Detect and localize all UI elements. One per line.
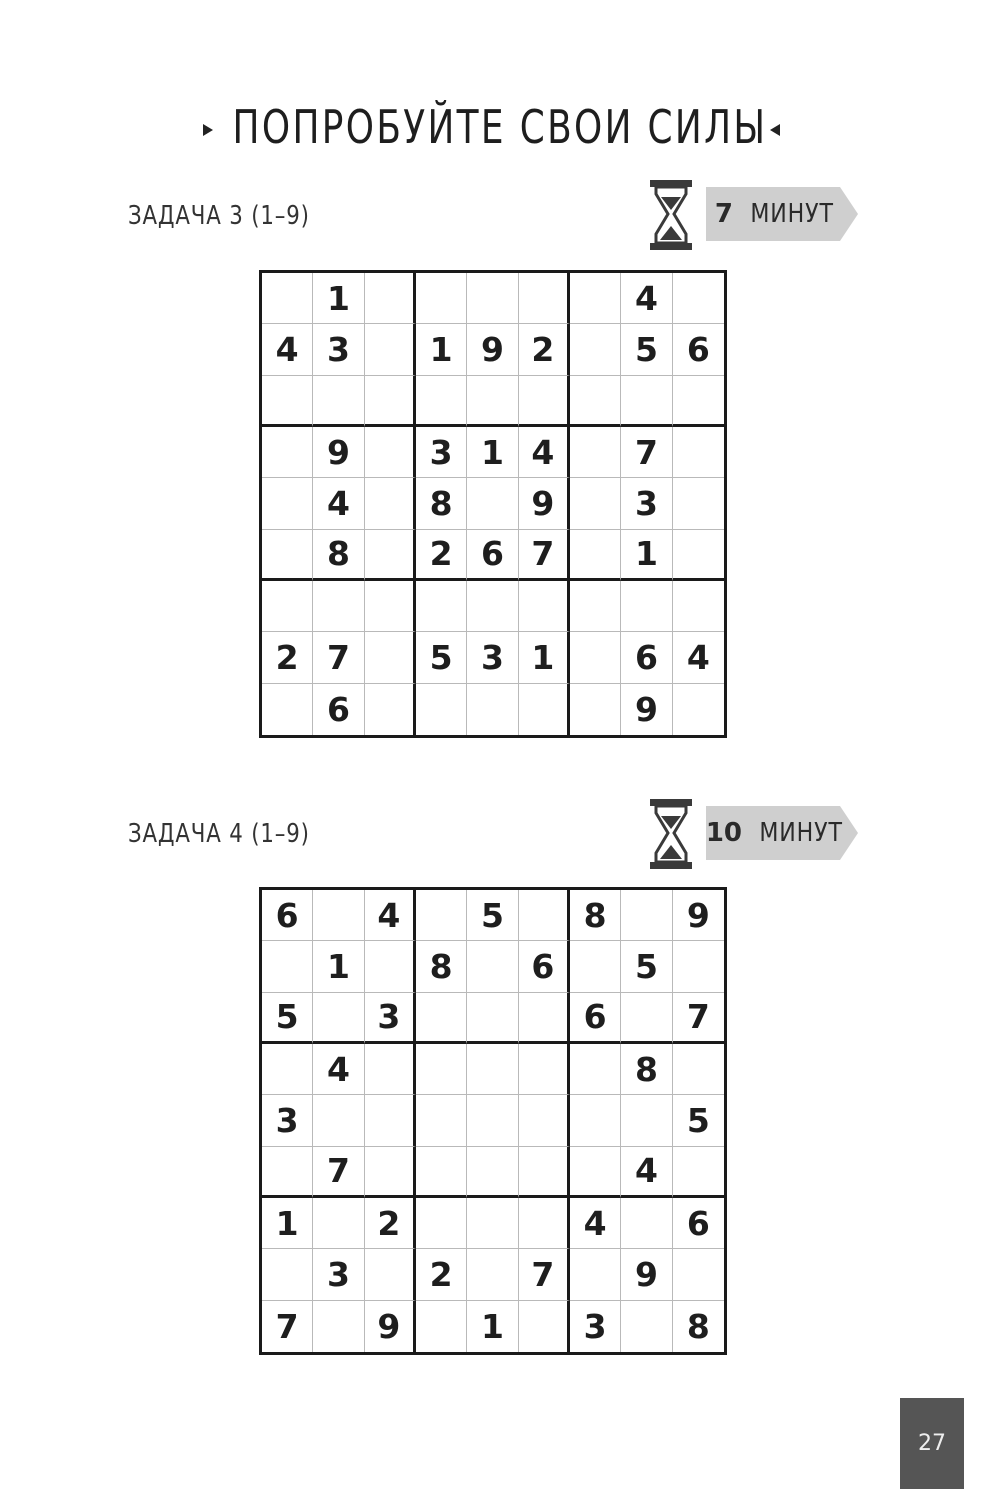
sudoku-cell[interactable]: 5 <box>416 632 467 683</box>
sudoku-cell[interactable]: 4 <box>570 1198 621 1249</box>
sudoku-cell[interactable]: 8 <box>621 1044 672 1095</box>
sudoku-cell[interactable] <box>519 890 570 941</box>
sudoku-cell[interactable]: 5 <box>621 941 672 992</box>
sudoku-cell[interactable] <box>467 1249 518 1300</box>
sudoku-cell[interactable]: 6 <box>262 890 313 941</box>
sudoku-cell[interactable]: 4 <box>621 1147 672 1198</box>
sudoku-cell[interactable] <box>673 1044 724 1095</box>
sudoku-cell[interactable] <box>262 273 313 324</box>
sudoku-cell[interactable] <box>519 1301 570 1352</box>
timer-unit: МИНУТ <box>759 818 843 848</box>
sudoku-cell[interactable] <box>416 890 467 941</box>
page-number: 27 <box>900 1398 964 1489</box>
sudoku-cell[interactable] <box>673 376 724 427</box>
sudoku-cell[interactable] <box>570 1044 621 1095</box>
sudoku-cell[interactable] <box>262 376 313 427</box>
sudoku-cell[interactable] <box>570 632 621 683</box>
sudoku-cell[interactable]: 1 <box>467 427 518 478</box>
sudoku-cell[interactable] <box>621 1095 672 1146</box>
sudoku-cell[interactable]: 9 <box>365 1301 416 1352</box>
sudoku-cell[interactable] <box>365 632 416 683</box>
sudoku-cell[interactable] <box>262 1147 313 1198</box>
sudoku-cell[interactable]: 8 <box>570 890 621 941</box>
sudoku-cell[interactable] <box>416 273 467 324</box>
sudoku-cell[interactable]: 5 <box>621 324 672 375</box>
sudoku-cell[interactable] <box>262 941 313 992</box>
sudoku-cell[interactable] <box>365 1095 416 1146</box>
sudoku-cell[interactable]: 1 <box>313 941 364 992</box>
sudoku-cell[interactable] <box>467 1147 518 1198</box>
sudoku-cell[interactable] <box>313 890 364 941</box>
sudoku-cell[interactable] <box>262 530 313 581</box>
sudoku-cell[interactable] <box>673 581 724 632</box>
sudoku-cell[interactable] <box>467 478 518 529</box>
sudoku-cell[interactable] <box>570 1095 621 1146</box>
sudoku-cell[interactable] <box>519 1147 570 1198</box>
sudoku-cell[interactable] <box>621 993 672 1044</box>
sudoku-cell[interactable] <box>365 273 416 324</box>
sudoku-cell[interactable]: 7 <box>262 1301 313 1352</box>
sudoku-cell[interactable]: 7 <box>621 427 672 478</box>
sudoku-cell[interactable] <box>519 1198 570 1249</box>
sudoku-cell[interactable]: 1 <box>519 632 570 683</box>
sudoku-cell[interactable] <box>365 1147 416 1198</box>
task-label: ЗАДАЧА 3 (1–9) <box>128 201 310 231</box>
sudoku-cell[interactable] <box>416 1095 467 1146</box>
sudoku-cell[interactable]: 1 <box>262 1198 313 1249</box>
sudoku-cell[interactable] <box>570 684 621 735</box>
sudoku-cell[interactable]: 9 <box>313 427 364 478</box>
sudoku-cell[interactable] <box>365 581 416 632</box>
sudoku-cell[interactable] <box>365 324 416 375</box>
sudoku-cell[interactable] <box>519 1095 570 1146</box>
sudoku-cell[interactable] <box>262 478 313 529</box>
sudoku-cell[interactable]: 1 <box>313 273 364 324</box>
sudoku-cell[interactable] <box>416 1198 467 1249</box>
sudoku-cell[interactable]: 3 <box>416 427 467 478</box>
sudoku-cell[interactable] <box>467 941 518 992</box>
sudoku-cell[interactable] <box>621 581 672 632</box>
sudoku-cell[interactable] <box>570 273 621 324</box>
sudoku-cell[interactable]: 6 <box>621 632 672 683</box>
sudoku-cell[interactable] <box>570 1147 621 1198</box>
triangle-marker-icon <box>770 124 780 136</box>
sudoku-cell[interactable] <box>621 1198 672 1249</box>
sudoku-cell[interactable]: 6 <box>313 684 364 735</box>
sudoku-cell[interactable] <box>467 376 518 427</box>
sudoku-cell[interactable] <box>673 273 724 324</box>
sudoku-cell[interactable]: 4 <box>621 273 672 324</box>
sudoku-cell[interactable]: 9 <box>673 890 724 941</box>
sudoku-cell[interactable]: 5 <box>262 993 313 1044</box>
sudoku-cell[interactable] <box>570 427 621 478</box>
sudoku-cell[interactable]: 2 <box>365 1198 416 1249</box>
sudoku-cell[interactable]: 4 <box>365 890 416 941</box>
sudoku-cell[interactable] <box>416 376 467 427</box>
sudoku-cell[interactable] <box>519 273 570 324</box>
sudoku-cell[interactable]: 6 <box>570 993 621 1044</box>
sudoku-cell[interactable] <box>673 941 724 992</box>
sudoku-cell[interactable] <box>621 890 672 941</box>
sudoku-cell[interactable] <box>365 1044 416 1095</box>
timer-minutes: 10 <box>705 818 743 848</box>
sudoku-cell[interactable]: 6 <box>519 941 570 992</box>
sudoku-cell[interactable] <box>313 1301 364 1352</box>
sudoku-cell[interactable] <box>673 1147 724 1198</box>
sudoku-cell[interactable] <box>262 427 313 478</box>
sudoku-cell[interactable]: 3 <box>313 1249 364 1300</box>
sudoku-cell[interactable] <box>313 581 364 632</box>
sudoku-cell[interactable] <box>621 1301 672 1352</box>
sudoku-cell[interactable] <box>416 1044 467 1095</box>
sudoku-cell[interactable]: 2 <box>262 632 313 683</box>
timer-minutes: 7 <box>714 199 733 229</box>
sudoku-cell[interactable] <box>365 684 416 735</box>
sudoku-cell[interactable]: 7 <box>313 632 364 683</box>
sudoku-cell[interactable]: 4 <box>313 1044 364 1095</box>
sudoku-cell[interactable]: 1 <box>467 1301 518 1352</box>
sudoku-cell[interactable] <box>519 684 570 735</box>
sudoku-cell[interactable] <box>570 376 621 427</box>
timer-badge <box>644 795 860 875</box>
sudoku-cell[interactable]: 8 <box>416 941 467 992</box>
sudoku-cell[interactable]: 9 <box>519 478 570 529</box>
sudoku-cell[interactable]: 6 <box>673 1198 724 1249</box>
sudoku-cell[interactable] <box>621 376 672 427</box>
timer-unit: МИНУТ <box>750 199 834 229</box>
sudoku-cell[interactable] <box>262 1044 313 1095</box>
sudoku-cell[interactable]: 4 <box>673 632 724 683</box>
sudoku-cell[interactable] <box>467 581 518 632</box>
sudoku-cell[interactable] <box>673 478 724 529</box>
sudoku-cell[interactable]: 3 <box>313 324 364 375</box>
sudoku-cell[interactable] <box>365 941 416 992</box>
sudoku-cell[interactable] <box>416 581 467 632</box>
sudoku-cell[interactable] <box>673 530 724 581</box>
sudoku-cell[interactable] <box>570 941 621 992</box>
sudoku-cell[interactable]: 3 <box>262 1095 313 1146</box>
sudoku-cell[interactable] <box>519 993 570 1044</box>
sudoku-cell[interactable] <box>467 1198 518 1249</box>
sudoku-cell[interactable]: 4 <box>262 324 313 375</box>
sudoku-cell[interactable]: 5 <box>673 1095 724 1146</box>
sudoku-cell[interactable] <box>262 581 313 632</box>
sudoku-cell[interactable]: 3 <box>570 1301 621 1352</box>
sudoku-cell[interactable]: 4 <box>519 427 570 478</box>
sudoku-cell[interactable] <box>467 993 518 1044</box>
sudoku-cell[interactable] <box>313 1095 364 1146</box>
sudoku-cell[interactable]: 3 <box>467 632 518 683</box>
sudoku-cell[interactable]: 6 <box>673 324 724 375</box>
sudoku-cell[interactable]: 8 <box>416 478 467 529</box>
sudoku-cell[interactable] <box>519 581 570 632</box>
sudoku-cell[interactable] <box>673 684 724 735</box>
sudoku-cell[interactable] <box>313 1198 364 1249</box>
sudoku-cell[interactable] <box>673 1249 724 1300</box>
sudoku-cell[interactable] <box>570 530 621 581</box>
sudoku-cell[interactable]: 1 <box>416 324 467 375</box>
sudoku-cell[interactable] <box>570 581 621 632</box>
sudoku-cell[interactable] <box>365 1249 416 1300</box>
timer-badge <box>644 176 860 256</box>
page-title: ПОПРОБУЙТЕ СВОИ СИЛЫ <box>232 100 768 154</box>
sudoku-cell[interactable] <box>519 376 570 427</box>
sudoku-cell[interactable]: 6 <box>467 530 518 581</box>
sudoku-cell[interactable] <box>262 1249 313 1300</box>
sudoku-cell[interactable] <box>365 376 416 427</box>
sudoku-cell[interactable] <box>519 1044 570 1095</box>
sudoku-cell[interactable]: 7 <box>673 993 724 1044</box>
sudoku-cell[interactable]: 7 <box>313 1147 364 1198</box>
sudoku-cell[interactable] <box>467 273 518 324</box>
sudoku-cell[interactable]: 3 <box>365 993 416 1044</box>
sudoku-cell[interactable] <box>673 427 724 478</box>
sudoku-cell[interactable] <box>570 324 621 375</box>
sudoku-cell[interactable]: 3 <box>621 478 672 529</box>
sudoku-cell[interactable]: 8 <box>686 1306 710 1346</box>
sudoku-cell[interactable]: 2 <box>416 1249 467 1300</box>
sudoku-cell[interactable]: 9 <box>621 684 672 735</box>
sudoku-cell[interactable]: 4 <box>313 478 364 529</box>
sudoku-grid <box>259 887 727 1355</box>
sudoku-cell[interactable]: 1 <box>621 530 672 581</box>
sudoku-cell[interactable] <box>416 1301 467 1352</box>
task-label: ЗАДАЧА 4 (1–9) <box>128 819 310 849</box>
sudoku-cell[interactable] <box>365 530 416 581</box>
sudoku-cell[interactable] <box>416 684 467 735</box>
sudoku-cell[interactable]: 8 <box>313 530 364 581</box>
sudoku-cell[interactable] <box>467 1095 518 1146</box>
sudoku-cell[interactable]: 5 <box>467 890 518 941</box>
sudoku-cell[interactable] <box>416 1147 467 1198</box>
sudoku-cell[interactable] <box>570 478 621 529</box>
sudoku-cell[interactable]: 7 <box>519 1249 570 1300</box>
sudoku-cell[interactable]: 9 <box>621 1249 672 1300</box>
sudoku-cell[interactable] <box>467 1044 518 1095</box>
sudoku-cell[interactable]: 9 <box>467 324 518 375</box>
sudoku-cell[interactable] <box>313 376 364 427</box>
sudoku-cell[interactable] <box>262 684 313 735</box>
sudoku-cell[interactable]: 2 <box>416 530 467 581</box>
sudoku-cell[interactable] <box>570 1249 621 1300</box>
sudoku-cell[interactable] <box>365 427 416 478</box>
sudoku-grid <box>259 270 727 738</box>
sudoku-cell[interactable] <box>467 684 518 735</box>
sudoku-cell[interactable] <box>416 993 467 1044</box>
sudoku-cell[interactable]: 7 <box>519 530 570 581</box>
sudoku-cell[interactable] <box>365 478 416 529</box>
sudoku-cell[interactable]: 2 <box>519 324 570 375</box>
sudoku-cell[interactable] <box>313 993 364 1044</box>
